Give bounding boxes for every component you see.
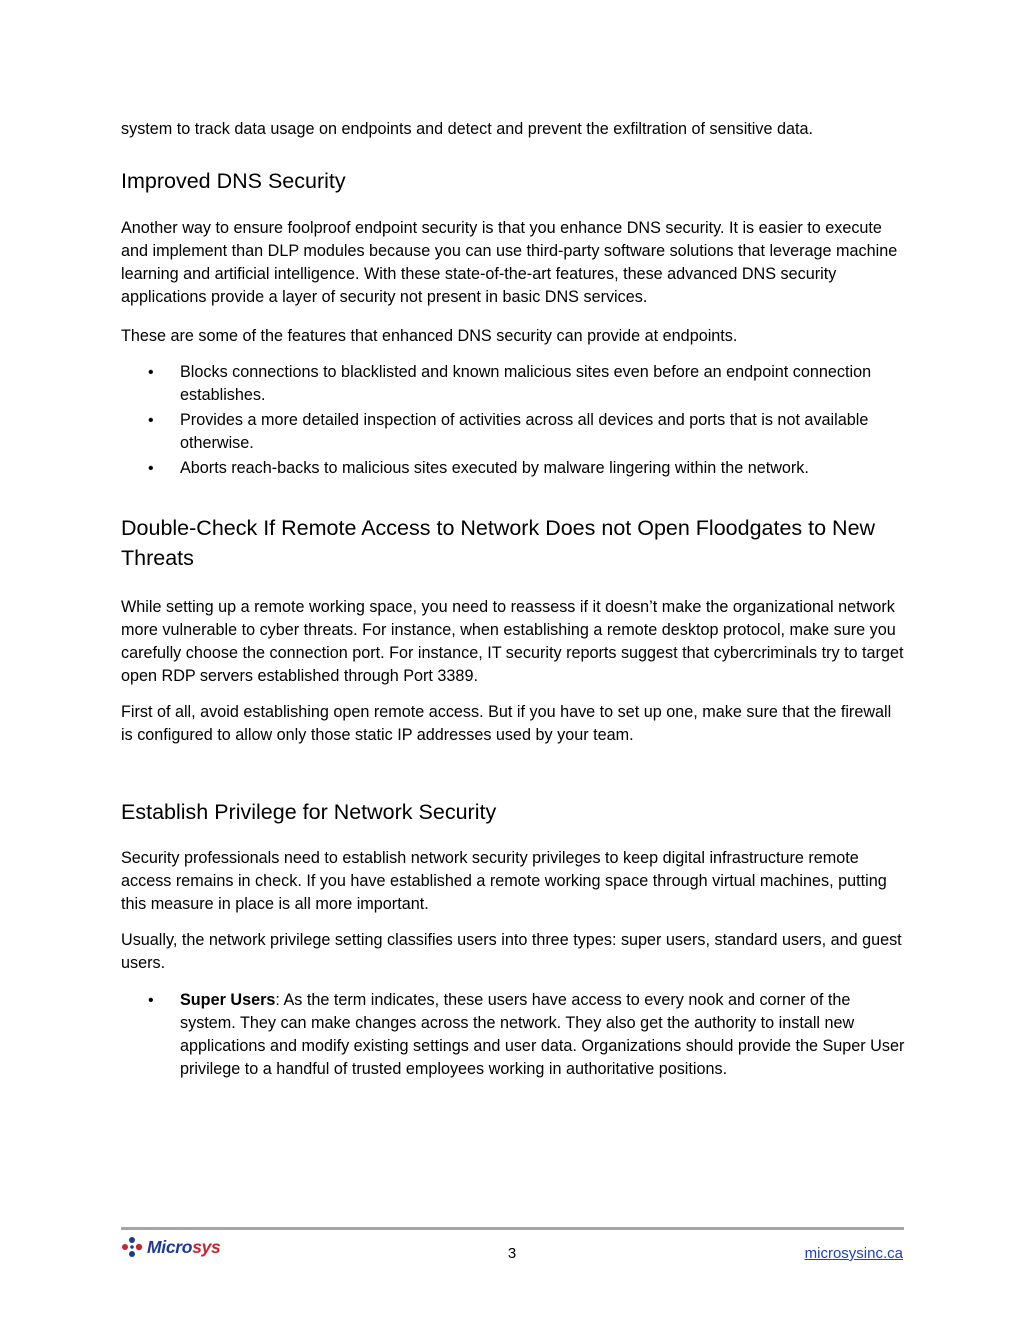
remote-paragraph-1: While setting up a remote working space, you need to reassess if it doesn’t make the organizational network more vulnerable to cyber threats. For instance, when establishing a remote desktop protocol, make sure you carefully choose the connection port. For instance, IT security reports suggest that cybercriminals try to target open RDP servers established through Port 3389. <box>121 598 904 685</box>
heading-network-privilege: Establish Privilege for Network Security <box>121 800 497 824</box>
dns-paragraph-1: Another way to ensure foolproof endpoint security is that you enhance DNS security. It is easier to execute and implement than DLP modules because you can use third-party software solutions that leverage machine learning and artificial intelligence. With these state-of-the-art features, these advanced DNS security applications provide a layer of security not present in basic DNS services. <box>121 219 898 306</box>
dns-paragraph-2: These are some of the features that enhanced DNS security can provide at endpoints. <box>121 327 738 345</box>
footer-divider <box>121 1227 904 1230</box>
dns-feature-list <box>121 361 906 480</box>
privilege-paragraph-1: Security professionals need to establish network security privileges to keep digital infrastructure remote access remains in check. If you have established a remote working space through virtual machines, putting this measure in place is all more important. <box>121 849 887 913</box>
heading-dns-security: Improved DNS Security <box>121 169 346 193</box>
list-item: • Provides a more detailed inspection of activities across all devices and ports that is not available otherwise. <box>121 409 906 455</box>
super-users-term: Super Users <box>180 991 276 1009</box>
user-types-list <box>121 989 906 1081</box>
list-item: • Aborts reach-backs to malicious sites executed by malware lingering within the network. <box>121 457 906 480</box>
heading-remote-access: Double-Check If Remote Access to Network Does not Open Floodgates to New Threats <box>121 516 876 570</box>
website-link[interactable]: microsysinc.ca <box>804 1245 903 1262</box>
document-body <box>121 118 906 1081</box>
list-item <box>121 989 906 1081</box>
page-number: 3 <box>507 1245 517 1262</box>
list-item: • Blocks connections to blacklisted and known malicious sites even before an endpoint connection establishes. <box>121 361 906 407</box>
super-users-description: : As the term indicates, these users have access to every nook and corner of the system. They can make changes across the network. They also get the authority to install new applications and modify existing settings and user data. Organizations should provide the Super User privilege to a handful of trusted employees working in authoritative positions. <box>180 991 905 1078</box>
privilege-paragraph-2: Usually, the network privilege setting classifies users into three types: super users, standard users, and guest users. <box>121 931 902 972</box>
remote-paragraph-2: First of all, avoid establishing open remote access. But if you have to set up one, make sure that the firewall is configured to allow only those static IP addresses used by your team. <box>121 703 892 744</box>
logo-wordmark: Microsys <box>147 1236 221 1257</box>
intro-continuation: system to track data usage on endpoints and detect and prevent the exfiltration of sensitive data. <box>121 120 813 138</box>
